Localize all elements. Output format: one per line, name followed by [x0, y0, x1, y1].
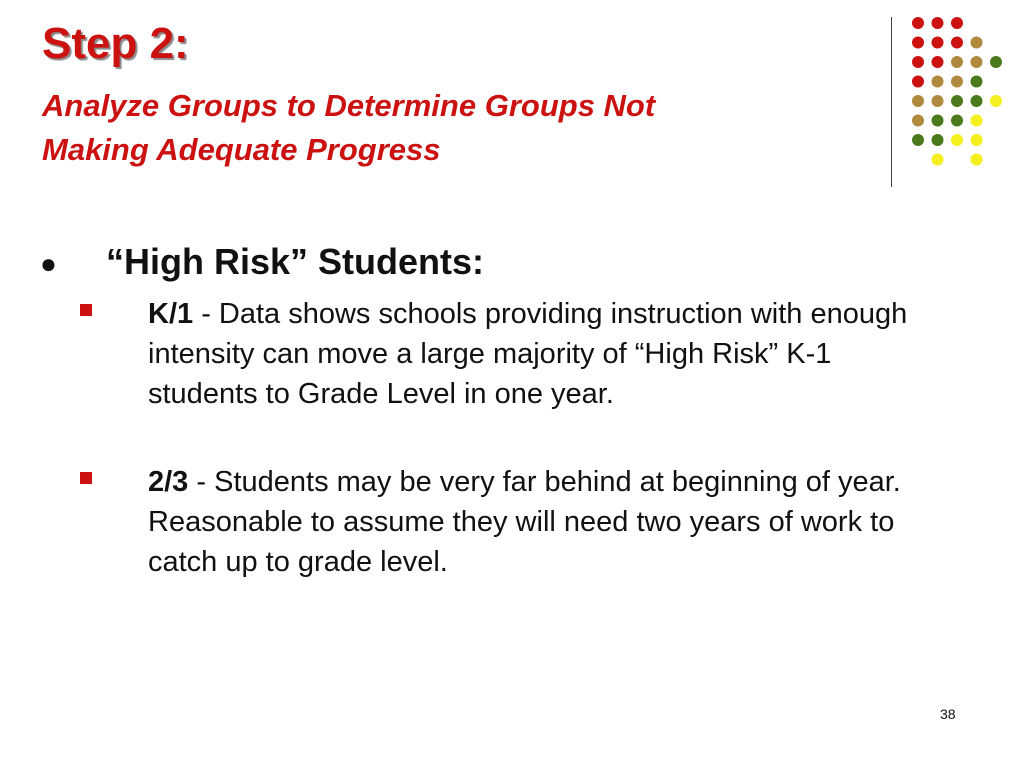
decor-dot-tan: [912, 95, 924, 107]
decor-dot-red: [912, 17, 924, 29]
decor-dot-red: [932, 56, 944, 68]
vertical-divider: [891, 17, 892, 187]
decor-dot-yellow: [971, 154, 983, 166]
decor-dot-green: [990, 56, 1002, 68]
decor-dot-green: [971, 95, 983, 107]
square-bullet-icon: [80, 472, 92, 484]
subbullet-body: [148, 462, 948, 582]
decor-dot-green: [951, 95, 963, 107]
subtitle-line-1: Analyze Groups to Determine Groups Not: [42, 88, 656, 123]
subbullet-text: - Data shows schools providing instruction with enough intensity can move a large majority of “High Risk” K-1 students to Grade Level in one year.: [148, 298, 908, 410]
decor-dot-red: [951, 17, 963, 29]
subbullet-lead: K/1: [148, 298, 194, 330]
subtitle-line-2: Making Adequate Progress: [42, 132, 441, 167]
decor-dot-green: [951, 115, 963, 127]
decor-dot-green: [932, 115, 944, 127]
square-bullet-icon: [80, 304, 92, 316]
decor-dot-yellow: [951, 134, 963, 146]
subbullet-lead: 2/3: [148, 466, 189, 498]
round-bullet-icon: ●: [40, 248, 57, 279]
decor-dot-red: [932, 37, 944, 49]
decor-dot-red: [912, 37, 924, 49]
subbullet-k1: [80, 294, 950, 414]
decor-dot-green: [912, 134, 924, 146]
decor-dot-tan: [912, 115, 924, 127]
page-number: 38: [940, 706, 956, 722]
subbullet-body: [148, 294, 948, 414]
subbullet-23: [80, 462, 950, 582]
subbullet-text: - Students may be very far behind at beginning of year. Reasonable to assume they will need two years of work to catch up to grade level.: [148, 466, 901, 578]
decor-dot-tan: [932, 95, 944, 107]
decor-dot-tan: [971, 37, 983, 49]
bullet-label: “High Risk” Students:: [106, 241, 485, 282]
decor-dot-yellow: [971, 115, 983, 127]
decor-dot-red: [912, 76, 924, 88]
decor-dot-tan: [971, 56, 983, 68]
decor-dot-tan: [951, 56, 963, 68]
decor-dot-tan: [932, 76, 944, 88]
decor-dot-red: [912, 56, 924, 68]
decor-dot-red: [951, 37, 963, 49]
decor-dot-green: [932, 134, 944, 146]
decor-dot-yellow: [932, 154, 944, 166]
decor-dot-red: [932, 17, 944, 29]
decor-dot-yellow: [990, 95, 1002, 107]
decor-dot-green: [971, 76, 983, 88]
decor-dot-tan: [951, 76, 963, 88]
slide-subtitle: [42, 84, 842, 172]
slide-title: Step 2:: [42, 19, 189, 68]
decor-dot-yellow: [971, 134, 983, 146]
